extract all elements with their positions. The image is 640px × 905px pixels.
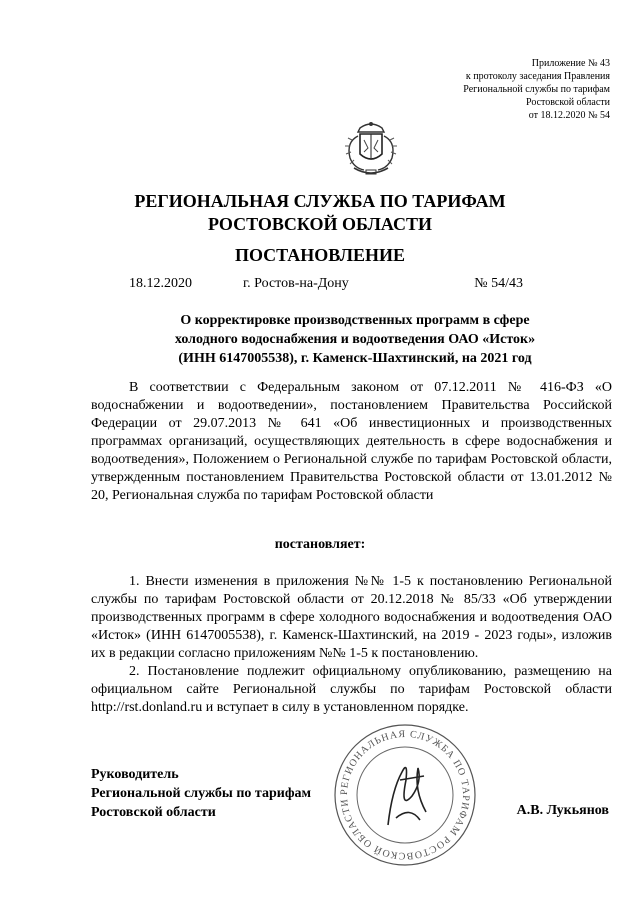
- signer-title-line: Ростовской области: [91, 805, 216, 820]
- decision-item-2: 2. Постановление подлежит официальному опубликованию, размещению на официальном сайте Региональной службы по тарифам Ростовской области http://rst.donland.ru и вступает в силу в установленном порядке.: [91, 664, 612, 715]
- document-date: 18.12.2020: [129, 276, 192, 291]
- document-subject: [160, 311, 550, 368]
- subject-line: О корректировке производственных программ в сфере: [180, 313, 530, 328]
- decision-item-1: 1. Внести изменения в приложения №№ 1-5 к постановлению Региональной службы по тарифам Ростовской области от 20.12.2018 № 85/33 «Об утверждении производственных программ в сфере холодного водоснабжения и водоотведения ОАО «Исток» (ИНН 6147005538), г. Каменск-Шахтинский, на 2019 - 2023 годы», изложив их в редакции согласно приложениям №№ 1-5 к постановлению.: [91, 574, 612, 661]
- organization-name-line: РЕГИОНАЛЬНАЯ СЛУЖБА ПО ТАРИФАМ: [134, 191, 506, 211]
- document-number: № 54/43: [474, 276, 523, 291]
- signature-scribble: [388, 768, 426, 826]
- document-city: г. Ростов-на-Дону: [243, 276, 349, 291]
- coat-of-arms-icon: [340, 118, 402, 178]
- annex-line: к протоколу заседания Правления: [465, 71, 610, 82]
- organization-name-line: РОСТОВСКОЙ ОБЛАСТИ: [208, 214, 432, 234]
- annex-reference: [350, 57, 610, 122]
- preamble-text: В соответствии с Федеральным законом от 07.12.2011 № 416-ФЗ «О водоснабжении и водоотведении», постановлением Правительства Российской Федерации от 29.07.2013 № 641 «Об инвестиционных и производственных программах организаций, осуществляющих деятельность в сфере водоснабжения и водоотведения», Положением о Региональной службе по тарифам Ростовской области, утвержденным постановлением Правительства Ростовской области от 13.01.2012 № 20, Региональная служба по тарифам Ростовской области: [91, 380, 612, 503]
- official-seal-icon: [330, 720, 480, 870]
- annex-line: Региональной службы по тарифам: [463, 84, 610, 95]
- annex-line: Приложение № 43: [531, 58, 610, 69]
- signer-title-line: Руководитель: [91, 767, 179, 782]
- signer-title: [91, 765, 311, 822]
- annex-line: от 18.12.2020 № 54: [528, 110, 610, 121]
- decision-items: [91, 573, 612, 717]
- subject-line: холодного водоснабжения и водоотведения ОАО «Исток»: [174, 332, 536, 347]
- decree-word: постановляет:: [274, 537, 366, 552]
- preamble-paragraph: [91, 379, 612, 505]
- document-type: ПОСТАНОВЛЕНИЕ: [234, 245, 406, 265]
- annex-line: Ростовской области: [526, 97, 610, 108]
- signer-title-line: Региональной службы по тарифам: [91, 786, 312, 801]
- organization-name: [90, 190, 550, 236]
- signer-name: А.В. Лукьянов: [516, 803, 609, 818]
- seal-ring-text: РЕГИОНАЛЬНАЯ СЛУЖБА ПО ТАРИФАМ РОСТОВСКОЙ ОБЛАСТИ: [338, 728, 472, 862]
- subject-line: (ИНН 6147005538), г. Каменск-Шахтинский, на 2021 год: [178, 351, 532, 366]
